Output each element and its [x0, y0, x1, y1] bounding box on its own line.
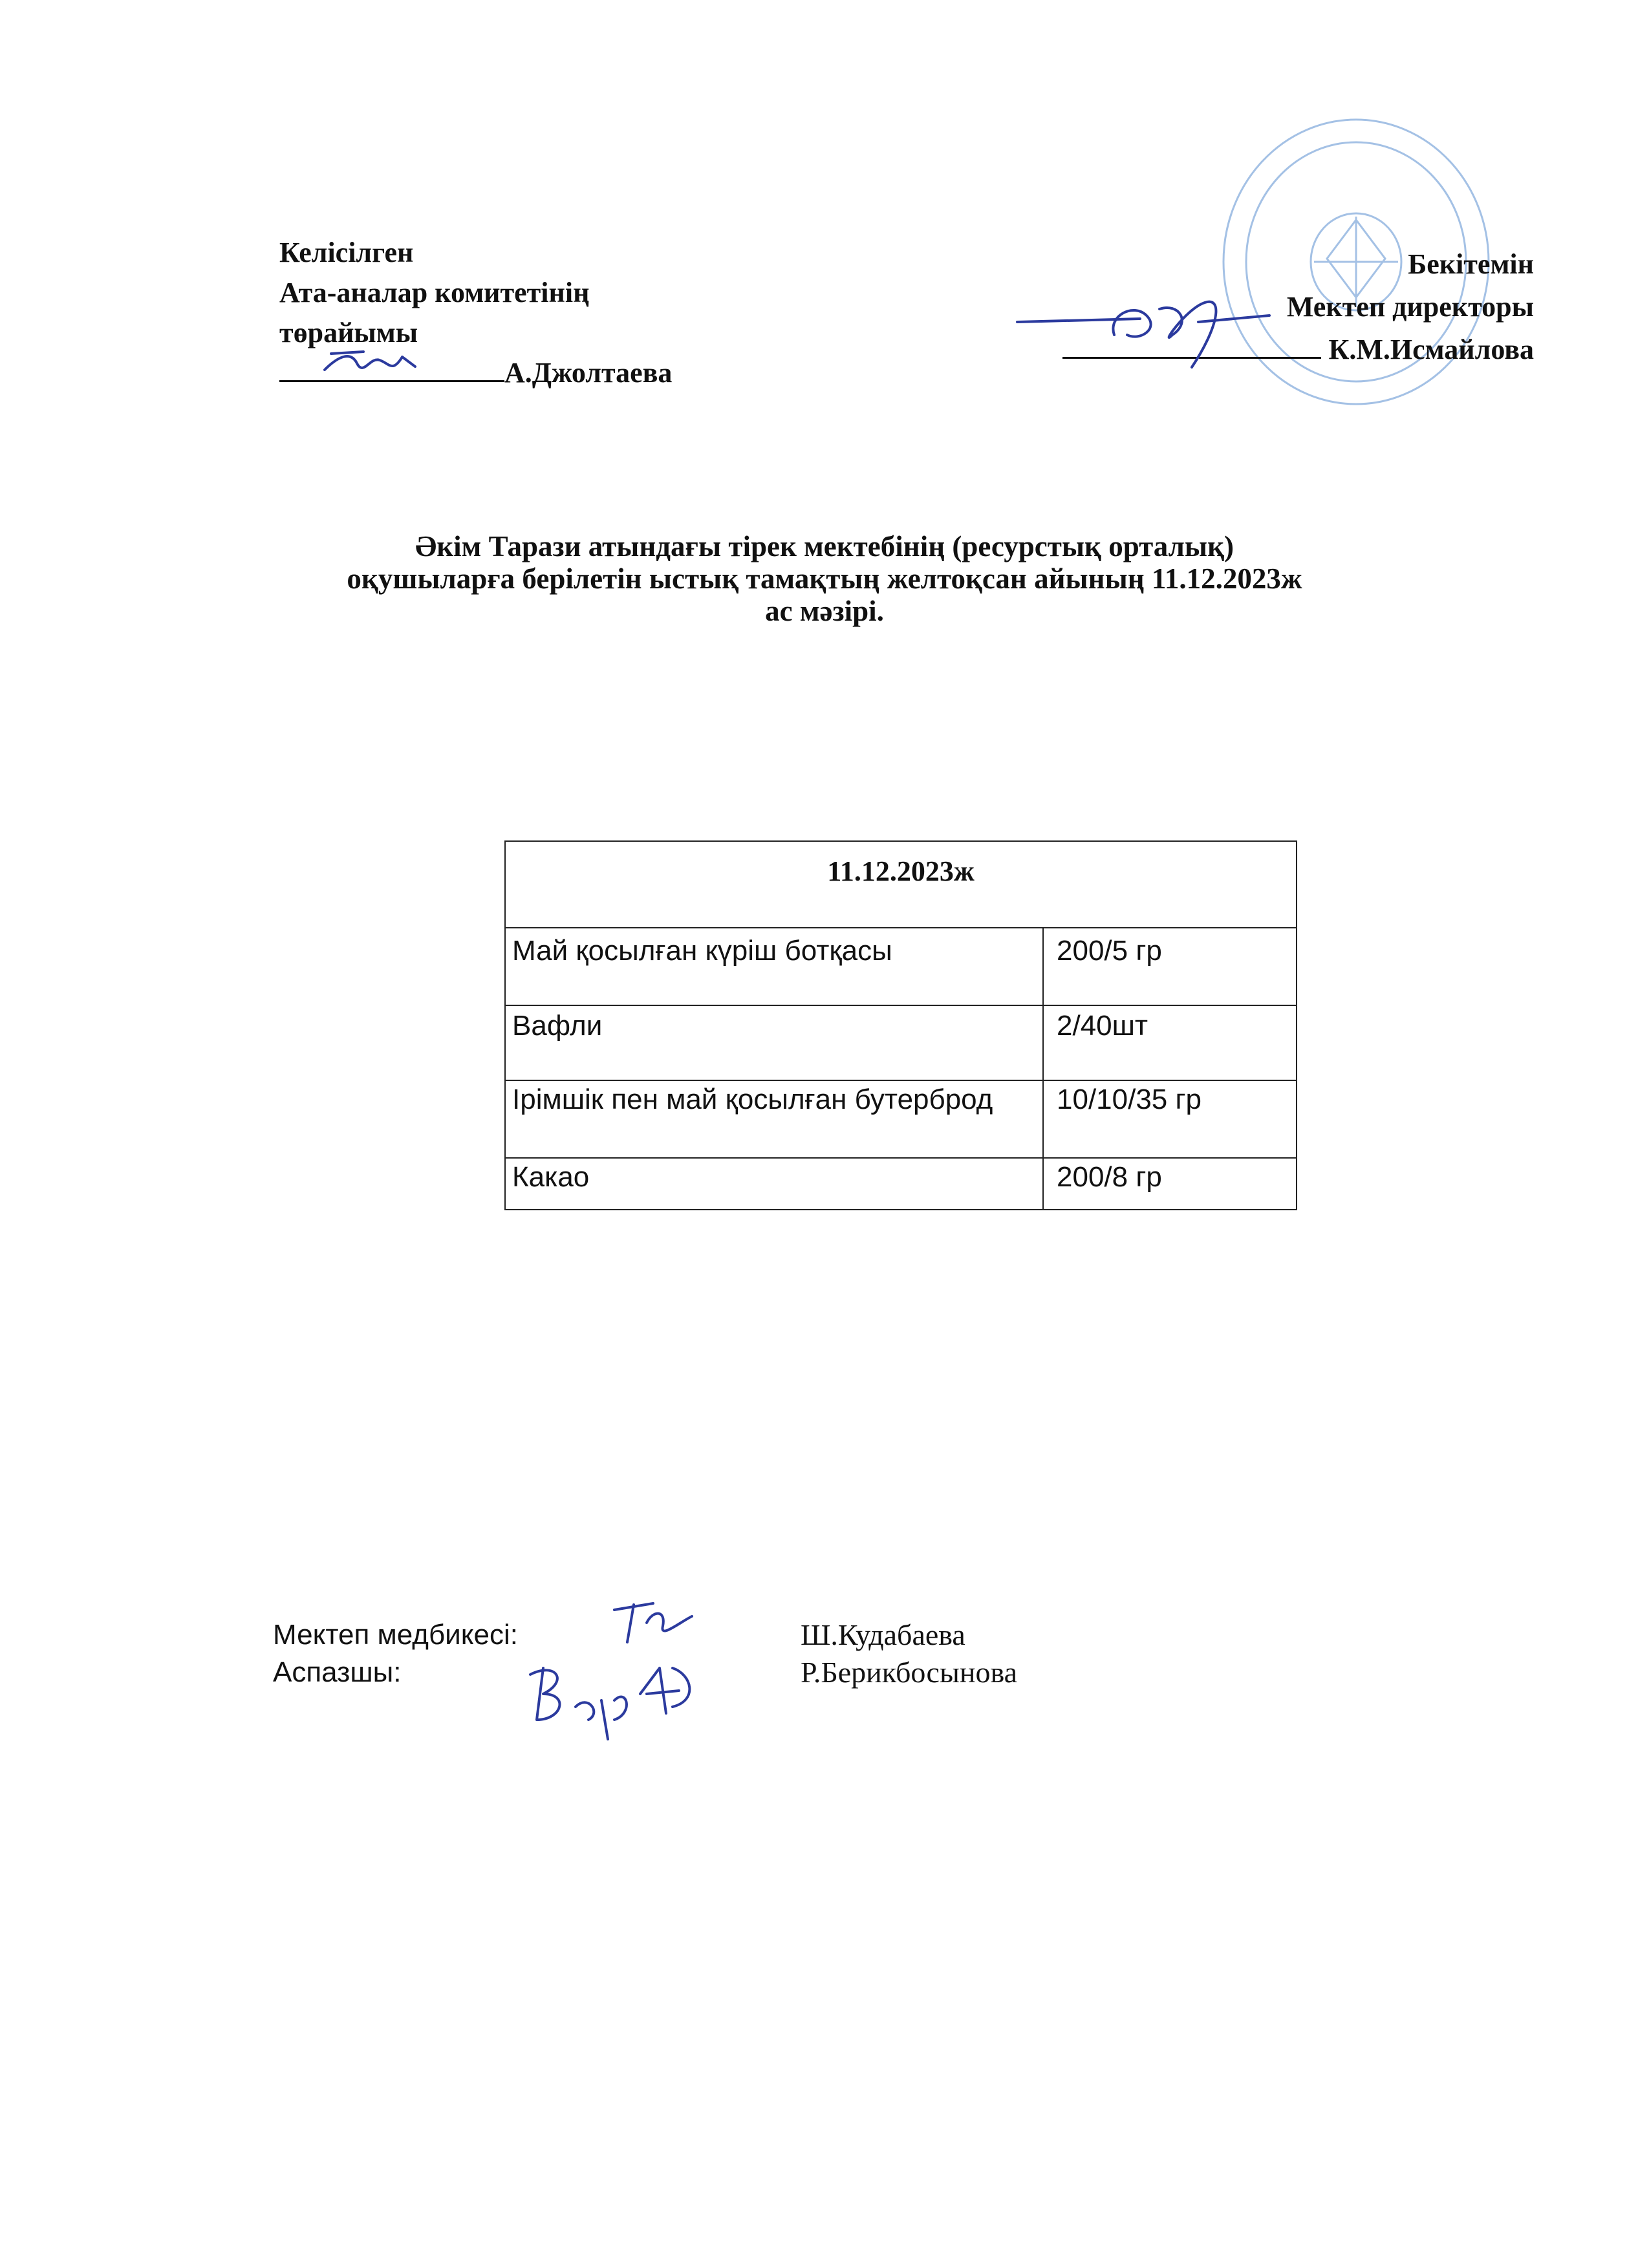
signature-icon — [1011, 283, 1282, 380]
title-line-1: Әкім Тарази атындағы тірек мектебінің (ресурстық орталық) — [415, 530, 1234, 562]
director-signature-line — [1062, 328, 1534, 371]
table-row — [505, 1080, 1297, 1158]
nurse-signature-icon — [608, 1597, 705, 1649]
approved-label: Бекітемін — [1408, 248, 1534, 280]
director-name: К.М.Исмайлова — [1328, 334, 1534, 365]
table-row — [505, 1005, 1297, 1080]
dish-name: Вафли — [505, 1005, 1043, 1080]
chairperson-label: төрайымы — [279, 317, 418, 348]
approved-block — [1062, 243, 1534, 371]
dish-name: Май қосылған күріш ботқасы — [505, 928, 1043, 1005]
dish-name: Ірімшік пен май қосылған бутерброд — [505, 1080, 1043, 1158]
dish-name: Какао — [505, 1158, 1043, 1210]
dish-quantity: 2/40шт — [1043, 1005, 1297, 1080]
table-row — [505, 928, 1297, 1005]
nurse-name: Ш.Кудабаева — [801, 1618, 965, 1651]
signature-underline — [279, 354, 504, 382]
document-title — [194, 530, 1455, 627]
cook-signature-icon — [517, 1655, 711, 1752]
title-line-2: оқушыларға берілетін ыстық тамақтың желтоқсан айының 11.12.2023ж — [347, 562, 1302, 595]
footer-names — [801, 1616, 1017, 1691]
agreed-block — [279, 233, 672, 393]
dish-quantity: 10/10/35 гр — [1043, 1080, 1297, 1158]
agreed-label: Келісілген — [279, 237, 414, 268]
date-header: 11.12.2023ж — [505, 841, 1297, 928]
signature-icon — [318, 344, 422, 389]
director-label: Мектеп директоры — [1286, 291, 1534, 323]
committee-label: Ата-аналар комитетінің — [279, 277, 590, 308]
cook-name: Р.Берикбосынова — [801, 1656, 1018, 1689]
title-line-3: ас мәзірі. — [765, 595, 884, 627]
dish-quantity: 200/5 гр — [1043, 928, 1297, 1005]
nurse-label: Мектеп медбикесі: — [273, 1619, 518, 1651]
chairperson-signature-line — [279, 353, 672, 393]
table-header-row — [505, 841, 1297, 928]
chairperson-name: А.Джолтаева — [504, 357, 673, 389]
dish-quantity: 200/8 гр — [1043, 1158, 1297, 1210]
table-row — [505, 1158, 1297, 1210]
footer-labels — [273, 1616, 518, 1691]
cook-label: Аспазшы: — [273, 1656, 402, 1688]
menu-table — [504, 840, 1297, 1210]
